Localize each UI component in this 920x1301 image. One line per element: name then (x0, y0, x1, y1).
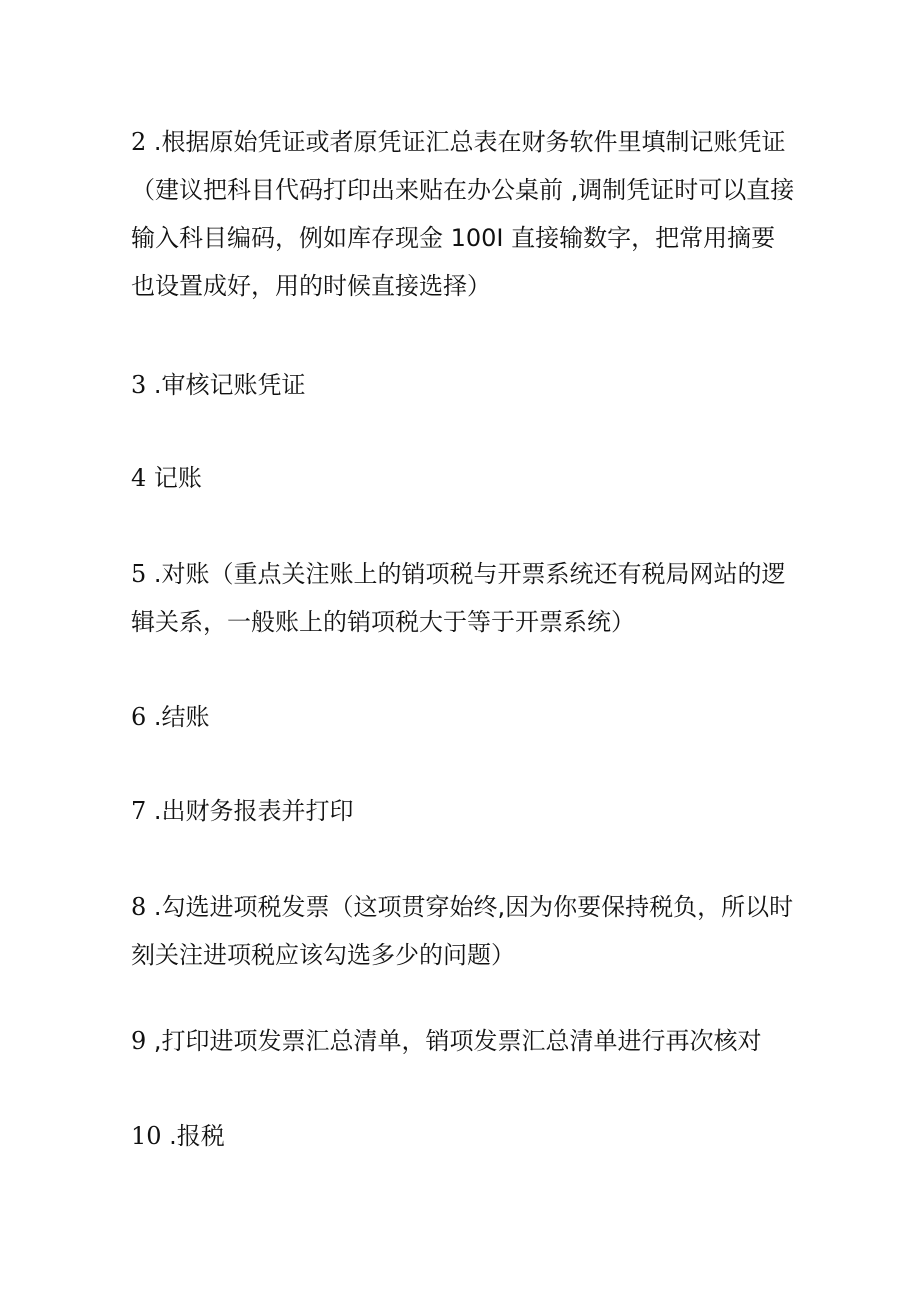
item-text: .出财务报表并打印 (146, 797, 354, 825)
list-item-3 (131, 361, 799, 409)
item-number: 7 (131, 797, 147, 825)
item-number: 6 (131, 703, 147, 731)
item-text: 记账 (146, 464, 202, 492)
item-text: .对账（重点关注账上的销项税与开票系统还有税局网站的逻辑关系，一般账上的销项税大于等于开票系统） (131, 560, 786, 636)
item-number: 9 (131, 1027, 147, 1055)
list-item-7 (131, 787, 799, 835)
list-item-6 (131, 693, 799, 741)
item-number: 10 (131, 1122, 162, 1150)
list-item-5 (131, 550, 799, 646)
list-item-2 (131, 118, 799, 310)
item-number: 3 (131, 371, 147, 399)
item-text: .报税 (161, 1122, 225, 1150)
item-number: 8 (131, 893, 147, 921)
list-item-4 (131, 454, 799, 502)
item-number: 4 (131, 464, 147, 492)
item-number: 5 (131, 560, 147, 588)
list-item-9 (131, 1017, 799, 1065)
item-text: .根据原始凭证或者原凭证汇总表在财务软件里填制记账凭证（建议把科目代码打印出来贴在办公桌前 ,调制凭证时可以直接输入科目编码，例如库存现金 100I 直接输数字，把常用摘要也设置成好，用的时候直接选择） (131, 128, 795, 300)
item-text: ,打印进项发票汇总清单，销项发票汇总清单进行再次核对 (146, 1027, 762, 1055)
list-item-10 (131, 1112, 799, 1160)
list-item-8 (131, 883, 799, 979)
item-number: 2 (131, 128, 147, 156)
item-text: .结账 (146, 703, 210, 731)
item-text: .审核记账凭证 (146, 371, 306, 399)
item-text: .勾选进项税发票（这项贯穿始终,因为你要保持税负，所以时刻关注进项税应该勾选多少的问题） (131, 893, 794, 969)
